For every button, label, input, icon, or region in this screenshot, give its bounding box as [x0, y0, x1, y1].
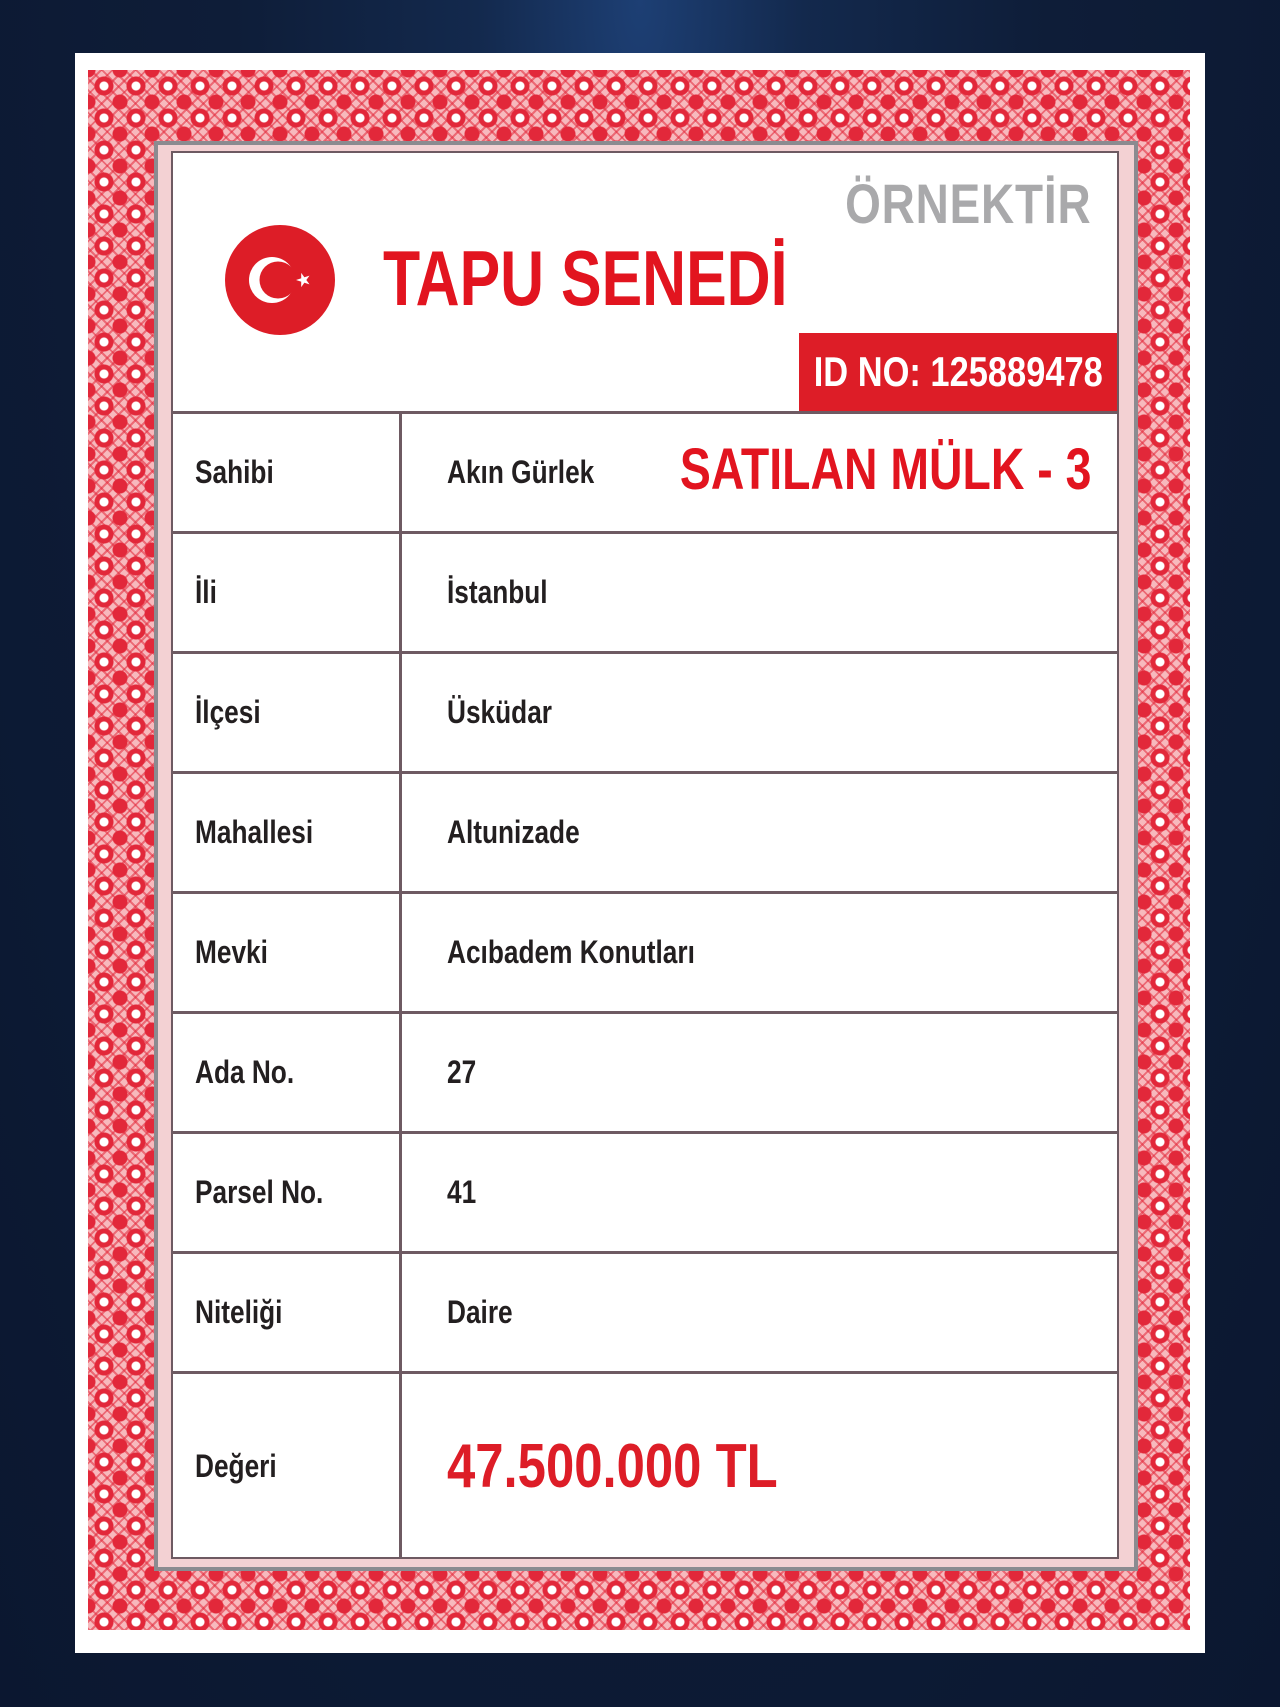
- table-row-neighborhood: [173, 774, 1117, 894]
- row-label: Mahallesi: [173, 774, 402, 891]
- row-label: İlçesi: [173, 654, 402, 771]
- table-row-owner: [173, 414, 1117, 534]
- table-row-parcel-no: [173, 1134, 1117, 1254]
- row-value: Üsküdar: [447, 694, 552, 730]
- table-row-value: [173, 1374, 1117, 1559]
- turkish-flag-icon: [225, 225, 335, 335]
- watermark-text: ÖRNEKTİR: [844, 172, 1091, 235]
- deed-table: [173, 411, 1117, 1559]
- table-row-type: [173, 1254, 1117, 1374]
- row-value: Akın Gürlek: [447, 454, 595, 490]
- table-row-province: [173, 534, 1117, 654]
- row-label: Mevki: [173, 894, 402, 1011]
- deed-content: [171, 151, 1119, 1559]
- id-number-text: ID NO: 125889478: [813, 348, 1103, 395]
- row-value: Acıbadem Konutları: [447, 934, 695, 970]
- row-value: İstanbul: [447, 574, 548, 610]
- row-label: Sahibi: [173, 414, 402, 531]
- row-label: Değeri: [173, 1374, 402, 1559]
- id-number-badge: [799, 333, 1117, 411]
- price-value: 47.500.000 TL: [447, 1432, 778, 1501]
- table-row-district: [173, 654, 1117, 774]
- table-row-location: [173, 894, 1117, 1014]
- row-label: Niteliği: [173, 1254, 402, 1371]
- row-value: 27: [447, 1054, 477, 1090]
- row-label: Parsel No.: [173, 1134, 402, 1251]
- deed-document: [75, 53, 1205, 1653]
- sold-property-label: SATILAN MÜLK - 3: [679, 437, 1091, 502]
- document-title: TAPU SENEDİ: [383, 234, 788, 322]
- row-value: Altunizade: [447, 814, 580, 850]
- row-label: Ada No.: [173, 1014, 402, 1131]
- row-label: İli: [173, 534, 402, 651]
- row-value: 41: [447, 1174, 477, 1210]
- row-value: Daire: [447, 1294, 513, 1330]
- table-row-block-no: [173, 1014, 1117, 1134]
